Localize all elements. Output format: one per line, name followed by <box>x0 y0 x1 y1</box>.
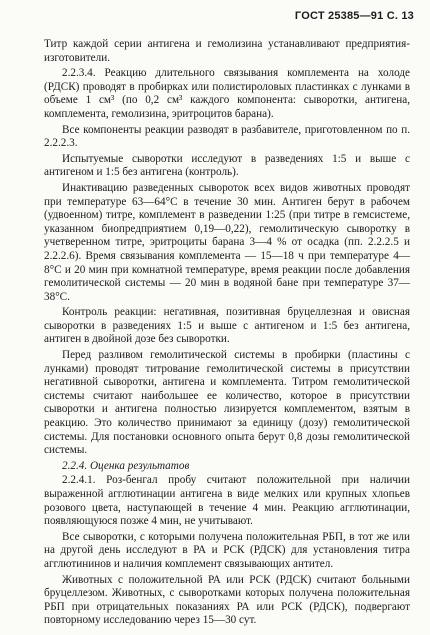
running-head: ГОСТ 25385—91 С. 13 <box>294 10 414 22</box>
paragraph: Контроль реакции: негативная, позитивная бруцеллезная и овисная сыворотки в разведениях 1:5 и выше с антигеном и 1:5 без антигена, антиген в двойной дозе без сыворотки. <box>44 306 410 346</box>
paragraph: Титр каждой серии антигена и гемолизина устанавливают предприятия-изготовители. <box>44 38 410 64</box>
paragraph: Испытуемые сыворотки исследуют в разведениях 1:5 и выше с антигеном и 1:5 без антигена (контроль). <box>44 152 410 179</box>
paragraph: Инактивацию разведенных сывороток всех видов животных проводят при температуре 63—64°С в течение 30 мин. Антиген берут в рабочем (удвоенном) титре, комплемент в разведении 1:25 (при титре в гемсистеме, указанном биопредприятием 0,19—0,22), гемолитическую сыворотку в учетверенном титре, эритроциты барана 3—4 % от осадка (пп. 2.2.2.5 и 2.2.2.6). Время связывания комплемента — 15—18 ч при температуре 4—8°С и 20 мин при комнатной температуре, время реакции после добавления гемолитической системы — 20 мин в водяной бане при температуре 37—38°С. <box>44 181 410 303</box>
paragraph: Животных с положительной РА или РСК (РДСК) считают больными бруцеллезом. Животных, с сыворотками которых получена положительная РБП при отрицательных показаниях РА или РСК (РДСК), подвергают повторному исследованию через 15—30 сут. <box>44 573 410 627</box>
document-body <box>44 38 410 630</box>
section-heading: 2.2.4. Оценка результатов <box>62 459 190 472</box>
paragraph: Все сыворотки, с которыми получена положительная РБП, в тот же или на другой день исследуют в РА и РСК (РДСК) для установления титра агглютининов и наличия комплемент связывающих антител. <box>44 530 410 570</box>
paragraph: 2.2.4.1. Роз-бенгал пробу считают положительной при наличии выраженной агглютинации антигена в виде мелких или крупных хлопьев розового цвета, наступающей в течение 4 мин. Реакцию агглютинации, появляющуюся позже 4 мин, не учитывают. <box>44 474 410 528</box>
paragraph: Все компоненты реакции разводят в разбавителе, приготовленном по п. 2.2.2.3. <box>44 123 410 150</box>
paragraph: 2.2.3.4. Реакцию длительного связывания комплемента на холоде (РДСК) проводят в пробирках или полистироловых пластинках с лунками в объеме 1 см³ (по 0,2 см³ каждого компонента: сыворотки, антигена, комплемента, гемолизина, эритроцитов барана). <box>44 67 410 120</box>
paragraph: Перед разливом гемолитической системы в пробирки (пластины с лунками) проводят титрование гемолитической системы в присутствии негативной сыворотки, антигена и комплемента. Титром гемолитической системы считают наибольшее ее количество, которое в присутствии сыворотки и антигена полностью лизируется комплементом, взятым в реакцию. Это количество принимают за единицу (дозу) гемолитической системы. Для постановки основного опыта берут 0,8 дозы гемолитической системы. <box>44 349 410 457</box>
